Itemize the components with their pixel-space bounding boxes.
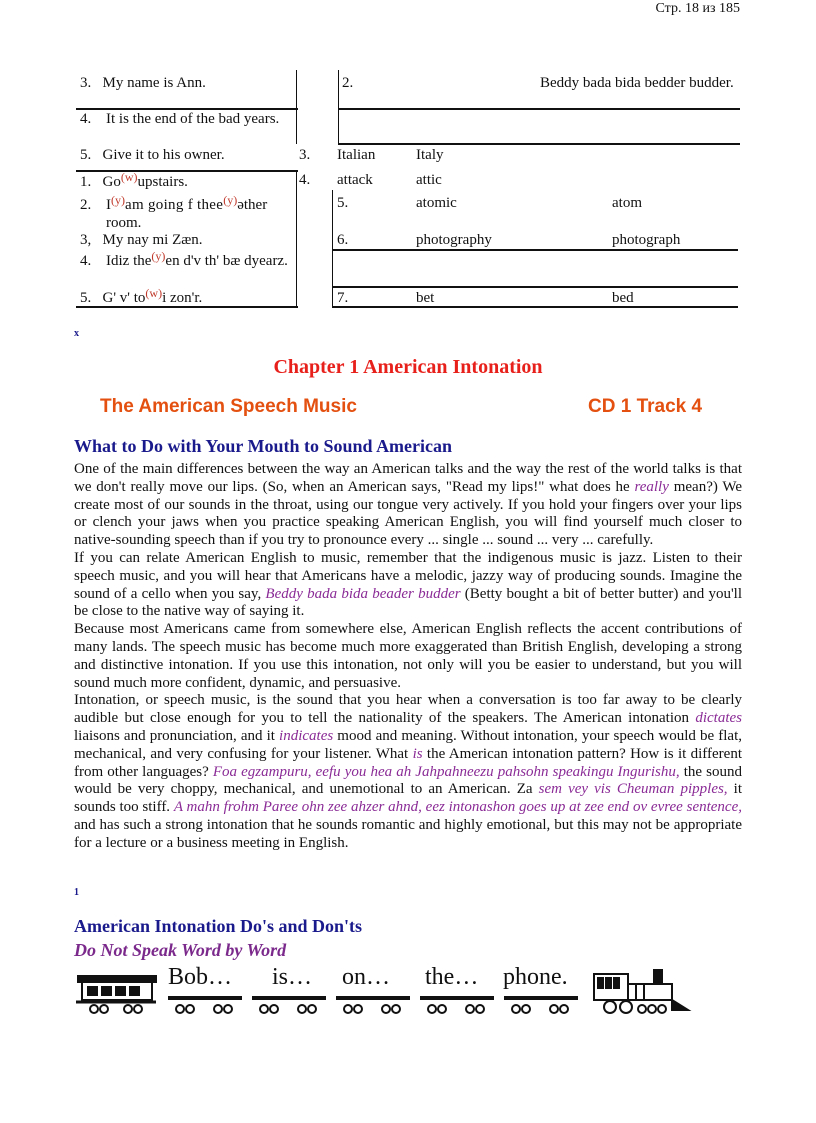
paragraph: Intonation, or speech music, is the sound that you hear when a conversation is too far away to be clearly audible but close enough for you to tell the nationality of the speakers. The American intonation dictates liaisons and pronunciation, and it indicates mood and meaning. Without intonation, your speech would be flat, mechanical, and very confusing for your listener. What is the American intonation pattern? How is it different from other languages? Foa egzampuru, eefu you hea ah Jahpahneezu pahsohn speakingu Ingurishu, the sound would be very choppy, mechanical, and unemotional to an American. Za sem vey vis Cheuman pipples, it sounds too stiff. A mahn frohm Paree ohn zee ahzer ahnd, eez intonashon goes up at zee end ov evree sentence, and has such a strong intonation that he sounds romantic and highly emotional, but this may not be appropriate for a lecture or a business meeting in English.: [74, 692, 742, 851]
table-cell-word: atom: [612, 195, 642, 211]
footnote-marker: x: [74, 328, 79, 339]
page-number: Стр. 18 из 185: [655, 1, 740, 16]
table-row: 1. Go$^{(w)}$upstairs.: [80, 170, 188, 190]
caboose-icon: [76, 976, 156, 1013]
table-row: 3. My name is Ann.: [80, 75, 206, 91]
locomotive-icon: [594, 970, 688, 1013]
table-cell-number: 3.: [299, 147, 311, 163]
table-cell-number: 6.: [337, 232, 349, 248]
table-cell-word: atomic: [416, 195, 457, 211]
table-row: 2. $I^{(y)}am$ going f thee$^{(y)}$əther room.: [80, 193, 268, 231]
table-cell-word: Italian: [337, 147, 376, 163]
body-text: [74, 461, 742, 853]
car-wheels: [168, 998, 578, 1013]
footnote-marker: 1: [74, 887, 79, 898]
table-cell-number: 7.: [337, 290, 349, 306]
table-row: 4. It is the end of the bad years.: [80, 111, 280, 127]
paragraph: Because most Americans came from somewhere else, American English reflects the accent contributions of many lands. The speech music has become much more exaggerated than British English, developing a strong and distinctive intonation. If you use this intonation, not only will you be easier to understand, but you will sound much more confident, dynamic, and persuasive.: [74, 621, 742, 691]
table-row: 4. Idiz the$^{(y)}$en d'v th' bæ dyearz.: [80, 249, 288, 269]
table-cell-number: 4.: [299, 172, 311, 188]
table-cell-word: photography: [416, 232, 492, 248]
cd-track-label: CD 1 Track 4: [588, 396, 703, 417]
table-cell-word: attack: [337, 172, 373, 188]
train-word: on…: [342, 964, 390, 990]
train-word: is…: [272, 964, 313, 990]
paragraph: One of the main differences between the way an American talks and the way the rest of the world talks is that we don't really move our lips. (So, when an American says, "Read my lips!" what does he really mean?) We create most of our sounds in the throat, using our tongue very actively. If you hold your fingers over your lips or clench your jaws when you practice speaking American English, you will find yourself much closer to native-sounding speech than if you try to pronounce every ... single ... sound ... very ... carefully.: [74, 461, 742, 549]
table-cell-word: Italy: [416, 147, 444, 163]
table-row: 3, My nay mi Zæn.: [80, 232, 203, 248]
section-heading: American Intonation Do's and Don'ts: [74, 916, 363, 936]
table-row: 5. Give it to his owner.: [80, 147, 225, 163]
train-word: the…: [425, 964, 479, 990]
train-word: Bob…: [168, 964, 233, 990]
table-cell-word: photograph: [612, 232, 681, 248]
table-cell-word: attic: [416, 172, 442, 188]
table-cell-number: 2.: [342, 75, 354, 91]
chapter-title: Chapter 1 American Intonation: [273, 356, 543, 378]
table-cell-word: bed: [612, 290, 634, 306]
section-heading: What to Do with Your Mouth to Sound American: [74, 436, 453, 456]
table-row: 5. G' v' $to^{(w)}i$ zon'r.: [80, 286, 203, 306]
table-cell-word: bet: [416, 290, 435, 306]
section-subheading: Do Not Speak Word by Word: [74, 940, 287, 960]
section-subtitle: The American Speech Music: [100, 396, 357, 417]
table-cell-text: Beddy bada bida bedder budder.: [540, 75, 734, 91]
table-cell-number: 5.: [337, 195, 349, 211]
train-word: phone.: [503, 964, 568, 990]
paragraph: If you can relate American English to music, remember that the indigenous music is jazz. Listen to their speech music, and you will hear that Americans have a melodic, jazzy way of producing sounds. Imagine the sound of a cello when you say, Beddy bada bida beader budder (Betty bought a bit of better butter) and you'll be close to the native way of saying it.: [74, 549, 742, 620]
